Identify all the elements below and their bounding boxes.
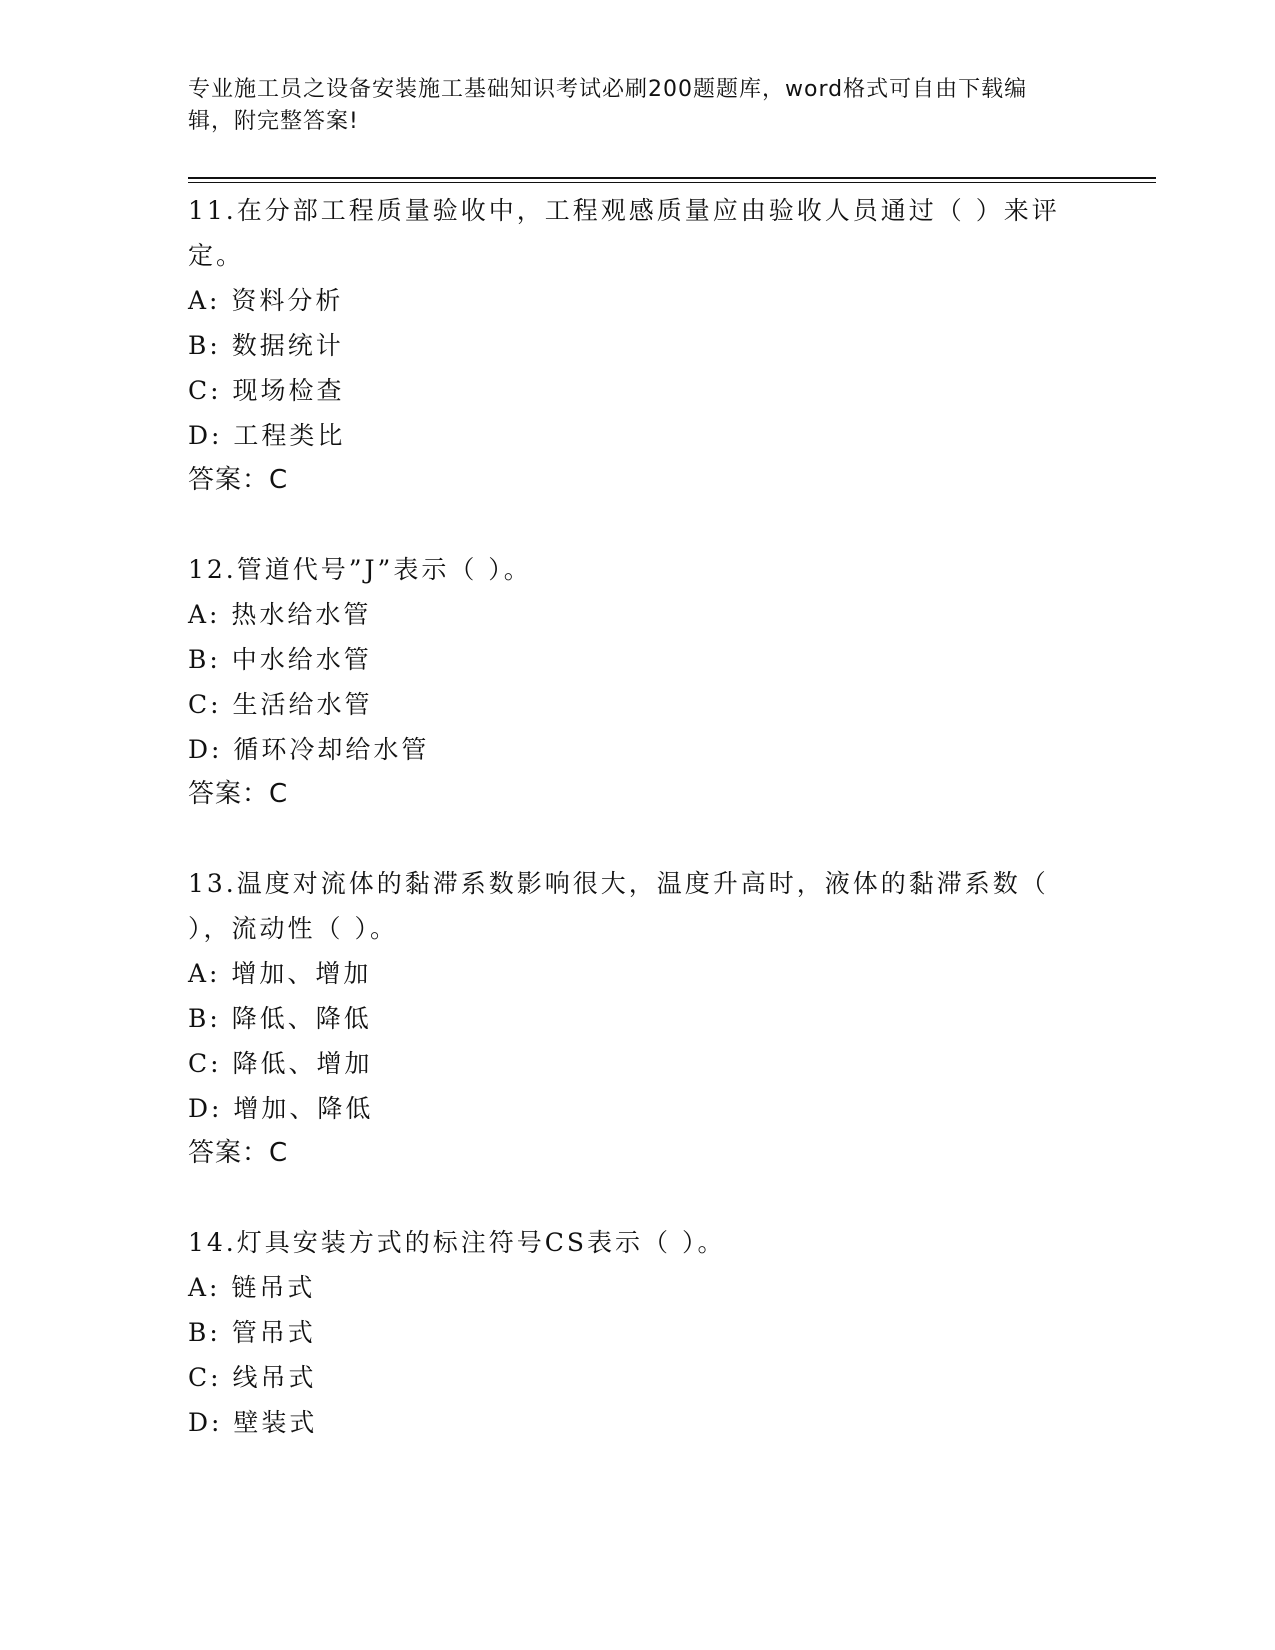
option-c: C: 生活给水管 <box>188 690 373 719</box>
question-13 <box>188 861 1088 1176</box>
option-c: C: 线吊式 <box>188 1363 317 1392</box>
option-a: A: 热水给水管 <box>188 600 372 629</box>
answer-line: 答案：C <box>188 465 289 495</box>
question-11 <box>188 188 1088 503</box>
question-stem: 12.管道代号”J”表示（ ）。 <box>188 555 532 584</box>
option-d: D: 工程类比 <box>188 421 346 450</box>
option-b: B: 管吊式 <box>188 1318 316 1347</box>
option-d: D: 增加、降低 <box>188 1094 374 1123</box>
question-spacer <box>188 1176 1088 1220</box>
option-b: B: 降低、降低 <box>188 1004 372 1033</box>
answer-line: 答案：C <box>188 779 289 809</box>
option-d: D: 循环冷却给水管 <box>188 735 430 764</box>
option-d: D: 壁装式 <box>188 1408 318 1437</box>
document-header: 专业施工员之设备安装施工基础知识考试必刷200题题库，word格式可自由下载编辑，附完整答案! <box>188 77 1028 134</box>
option-b: B: 数据统计 <box>188 331 344 360</box>
question-stem: 11.在分部工程质量验收中，工程观感质量应由验收人员通过（ ）来评定。 <box>188 196 1060 270</box>
option-a: A: 链吊式 <box>188 1273 316 1302</box>
option-c: C: 降低、增加 <box>188 1049 373 1078</box>
header-rule-thin <box>188 182 1156 183</box>
question-stem: 14.灯具安装方式的标注符号CS表示（ ）。 <box>188 1228 726 1257</box>
header-rule-thick <box>188 177 1156 179</box>
option-b: B: 中水给水管 <box>188 645 372 674</box>
question-12 <box>188 547 1088 817</box>
option-c: C: 现场检查 <box>188 376 345 405</box>
option-a: A: 增加、增加 <box>188 959 372 988</box>
answer-line: 答案：C <box>188 1138 289 1168</box>
question-14 <box>188 1220 1088 1445</box>
question-stem: 13.温度对流体的黏滞系数影响很大，温度升高时，液体的黏滞系数（ ），流动性（ ）。 <box>188 869 1049 943</box>
question-spacer <box>188 817 1088 861</box>
option-a: A: 资料分析 <box>188 286 344 315</box>
question-spacer <box>188 503 1088 547</box>
question-list <box>188 188 1088 1445</box>
